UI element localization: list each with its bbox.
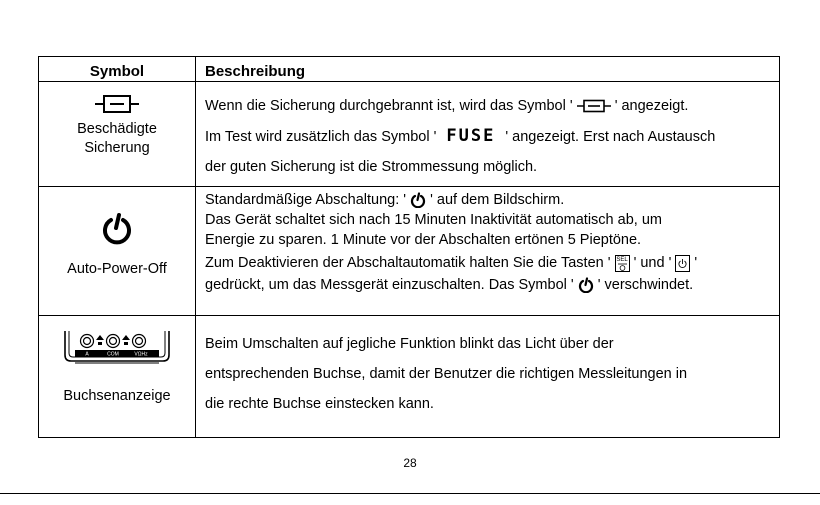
apo-desc-text: Zum Deaktivieren der Abschaltautomatik halten Sie die Tasten ' bbox=[205, 255, 611, 271]
row-fuse-symbol-cell bbox=[39, 94, 195, 158]
sel-key-label: SEL bbox=[616, 256, 628, 263]
jack-label: Buchsenanzeige bbox=[63, 388, 171, 404]
apo-desc-text: ' bbox=[694, 255, 698, 271]
apo-desc-text: Energie zu sparen. 1 Minute vor der Abschalten ertönen 5 Pieptöne. bbox=[205, 232, 642, 248]
power-icon bbox=[578, 277, 594, 293]
fuse-label-line1: Beschädigte bbox=[77, 121, 157, 137]
footer-rule bbox=[0, 493, 820, 494]
jack-indicator-icon bbox=[61, 329, 173, 367]
power-icon bbox=[410, 192, 426, 208]
jack-label-com: COM bbox=[107, 351, 119, 358]
header-description: Beschreibung bbox=[205, 63, 306, 80]
row-fuse-description bbox=[205, 91, 775, 182]
fuse-segment-text: FUSE bbox=[446, 126, 496, 146]
apo-desc-text: ' auf dem Bildschirm. bbox=[430, 192, 565, 208]
row-apo-description bbox=[205, 190, 775, 295]
jack-label-v: VΩHz bbox=[134, 351, 148, 358]
apo-desc-text: ' und ' bbox=[633, 255, 672, 271]
jack-label-a: A bbox=[85, 351, 89, 358]
apo-desc-text: ' verschwindet. bbox=[597, 277, 694, 293]
jack-desc-text: Beim Umschalten auf jegliche Funktion blinkt das Licht über der bbox=[205, 336, 614, 352]
fuse-desc-text: ' angezeigt. bbox=[614, 98, 689, 114]
row-jack-description bbox=[205, 329, 775, 419]
jack-desc-text: entsprechenden Buchse, damit der Benutzer die richtigen Messleitungen in bbox=[205, 366, 688, 382]
apo-desc-text: Standardmäßige Abschaltung: ' bbox=[205, 192, 407, 208]
fuse-desc-text: Wenn die Sicherung durchgebrannt ist, wird das Symbol ' bbox=[205, 98, 573, 114]
power-icon bbox=[100, 212, 134, 246]
fuse-icon bbox=[577, 99, 611, 113]
symbol-table bbox=[38, 56, 780, 438]
jack-desc-text: die rechte Buchse einstecken kann. bbox=[205, 396, 434, 412]
header-divider bbox=[39, 81, 779, 82]
fuse-desc-text: Im Test wird zusätzlich das Symbol ' bbox=[205, 129, 437, 145]
fuse-label-line2: Sicherung bbox=[84, 140, 150, 156]
sel-key-icon bbox=[615, 255, 630, 272]
fuse-desc-text: ' angezeigt. Erst nach Austausch bbox=[505, 129, 716, 145]
fuse-desc-text: der guten Sicherung ist die Strommessung möglich. bbox=[205, 159, 538, 175]
column-divider bbox=[195, 57, 196, 437]
row-divider bbox=[39, 315, 779, 316]
apo-label: Auto-Power-Off bbox=[67, 261, 167, 277]
row-apo-symbol-cell bbox=[39, 212, 195, 279]
header-symbol: Symbol bbox=[89, 63, 145, 80]
power-key-icon bbox=[675, 255, 690, 272]
row-divider bbox=[39, 186, 779, 187]
apo-desc-text: gedrückt, um das Messgerät einzuschalten. Das Symbol ' bbox=[205, 277, 574, 293]
page-number: 28 bbox=[403, 456, 417, 470]
apo-desc-text: Das Gerät schaltet sich nach 15 Minuten Inaktivität automatisch ab, um bbox=[205, 212, 662, 228]
fuse-icon bbox=[95, 94, 139, 114]
row-jack-symbol-cell bbox=[39, 329, 195, 406]
